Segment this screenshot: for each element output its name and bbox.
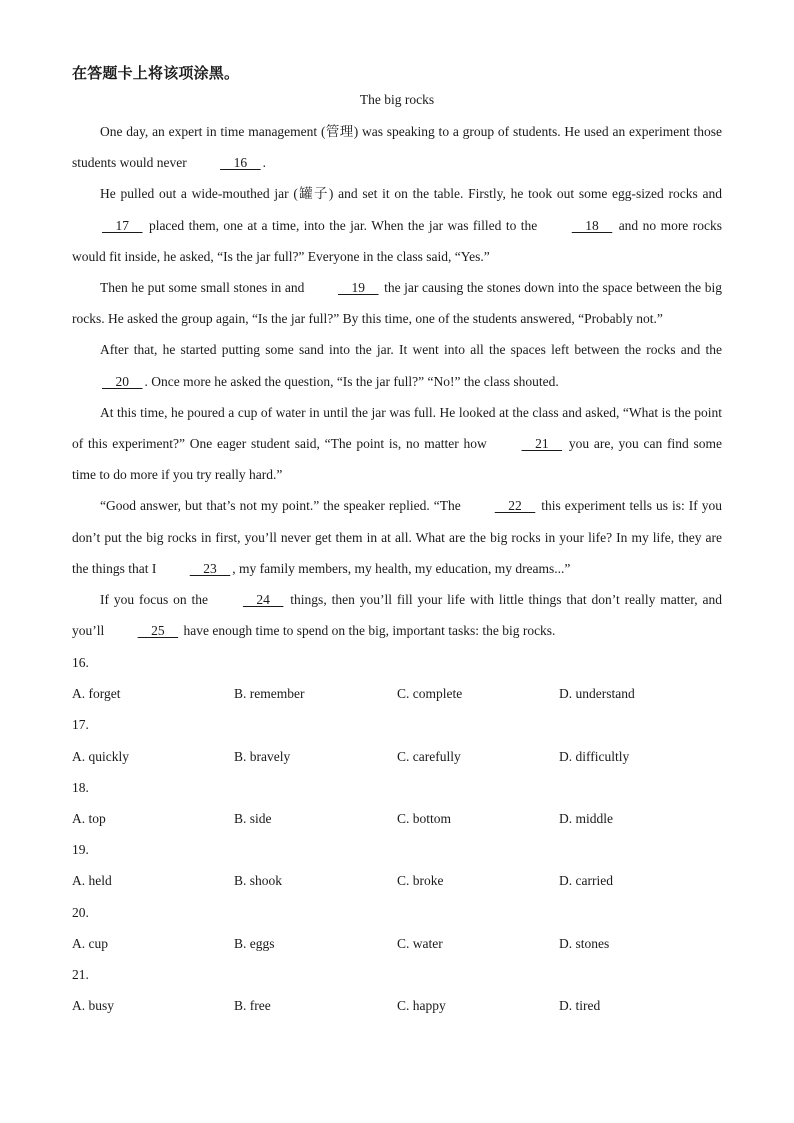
question-number: 19. xyxy=(72,842,89,858)
passage-paragraph xyxy=(72,178,722,272)
passage-text: At this time, he poured a cup of water in until the jar was full. He looked at the class and asked, “What is the point of this experiment?” One eager student said, “The point is, no matter how xyxy=(72,404,722,452)
option-c[interactable]: C. water xyxy=(397,935,443,951)
passage-text: One day, an expert in time management (管理) was speaking to a group of students. He used an experiment those students would never xyxy=(72,124,722,171)
question-number: 21. xyxy=(72,966,89,982)
option-d[interactable]: D. carried xyxy=(559,873,613,889)
option-d[interactable]: D. understand xyxy=(559,686,635,702)
passage-text: this experiment tells us is: If you don’t put the big rocks in first, you’ll never get them in at all. What are the big rocks in your life? In my life, they are the things that I xyxy=(72,498,722,576)
passage-text: He pulled out a wide-mouthed jar (罐子) and set it on the table. Firstly, he took out some egg-sized rocks and xyxy=(100,186,722,202)
option-c[interactable]: C. bottom xyxy=(397,810,452,826)
passage-paragraph xyxy=(72,584,722,646)
passage-text: , my family members, my health, my education, my dreams...” xyxy=(232,560,571,576)
passage-title: The big rocks xyxy=(359,92,435,107)
answer-blank-21: 21 xyxy=(521,436,563,452)
answer-blank-20: 20 xyxy=(102,373,143,389)
passage-text: you are, you can find some time to do more if you try really hard.” xyxy=(72,436,722,483)
passage-text: the jar causing the stones down into the space between the big rocks. He asked the group again, “Is the jar full?” By this time, one of the students answered, “Probably not.” xyxy=(72,280,722,327)
passage-text: . xyxy=(262,155,266,171)
option-b[interactable]: B. side xyxy=(234,810,272,826)
passage-paragraph xyxy=(72,397,722,491)
option-a[interactable]: A. cup xyxy=(72,935,108,951)
option-c[interactable]: C. carefully xyxy=(397,748,461,764)
question-number: 18. xyxy=(72,779,89,795)
passage-text: and no more rocks would fit inside, he asked, “Is the jar full?” Everyone in the class said, “Yes.” xyxy=(72,217,722,264)
passage-text: have enough time to spend on the big, important tasks: the big rocks. xyxy=(180,623,556,639)
question-number: 20. xyxy=(72,904,89,920)
passage-text: After that, he started putting some sand into the jar. It went into all the spaces left between the rocks and the xyxy=(100,342,722,358)
option-d[interactable]: D. middle xyxy=(559,810,613,826)
option-b[interactable]: B. eggs xyxy=(234,935,275,951)
question-options xyxy=(72,990,722,1021)
passage-text: “Good answer, but that’s not my point.” the speaker replied. “The xyxy=(100,498,465,514)
answer-blank-16: 16 xyxy=(220,155,261,171)
option-b[interactable]: B. free xyxy=(234,998,271,1014)
answer-blank-17: 17 xyxy=(102,217,143,233)
answer-blank-23: 23 xyxy=(189,560,231,576)
answer-blank-18: 18 xyxy=(571,217,613,233)
option-b[interactable]: B. remember xyxy=(234,686,305,702)
passage-text: . Once more he asked the question, “Is the jar full?” “No!” the class shouted. xyxy=(144,373,559,389)
passage-text: Then he put some small stones in and xyxy=(100,280,308,296)
option-a[interactable]: A. top xyxy=(72,810,106,826)
passage-paragraph xyxy=(72,334,722,396)
option-b[interactable]: B. shook xyxy=(234,873,283,889)
passage-paragraph xyxy=(72,490,722,584)
passage-paragraph xyxy=(72,272,722,334)
question-options xyxy=(72,741,722,772)
option-c[interactable]: C. broke xyxy=(397,873,444,889)
question-list xyxy=(72,647,722,1021)
instruction-text: 在答题卡上将该项涂黑。 xyxy=(72,64,240,82)
answer-blank-22: 22 xyxy=(494,498,536,514)
passage-text: things, then you’ll fill your life with little things that don’t really matter, and you’ll xyxy=(72,592,722,639)
option-a[interactable]: A. held xyxy=(72,873,112,889)
answer-blank-24: 24 xyxy=(242,592,284,608)
option-c[interactable]: C. complete xyxy=(397,686,463,702)
option-a[interactable]: A. quickly xyxy=(72,748,129,764)
passage-text: placed them, one at a time, into the jar. When the jar was filled to the xyxy=(144,217,542,233)
answer-blank-25: 25 xyxy=(137,623,179,639)
question-options xyxy=(72,928,722,959)
option-b[interactable]: B. bravely xyxy=(234,748,291,764)
option-d[interactable]: D. tired xyxy=(559,998,601,1014)
question-options xyxy=(72,865,722,896)
question-number: 17. xyxy=(72,717,89,733)
option-d[interactable]: D. difficultly xyxy=(559,748,630,764)
passage-text: If you focus on the xyxy=(100,592,213,608)
question-number: 16. xyxy=(72,655,89,670)
passage-paragraph xyxy=(72,116,722,178)
answer-blank-19: 19 xyxy=(337,280,379,296)
option-c[interactable]: C. happy xyxy=(397,998,446,1014)
option-d[interactable]: D. stones xyxy=(559,935,610,951)
question-options xyxy=(72,803,722,834)
question-options xyxy=(72,678,722,709)
passage-body xyxy=(72,116,722,646)
option-a[interactable]: A. forget xyxy=(72,686,121,702)
option-a[interactable]: A. busy xyxy=(72,998,115,1014)
